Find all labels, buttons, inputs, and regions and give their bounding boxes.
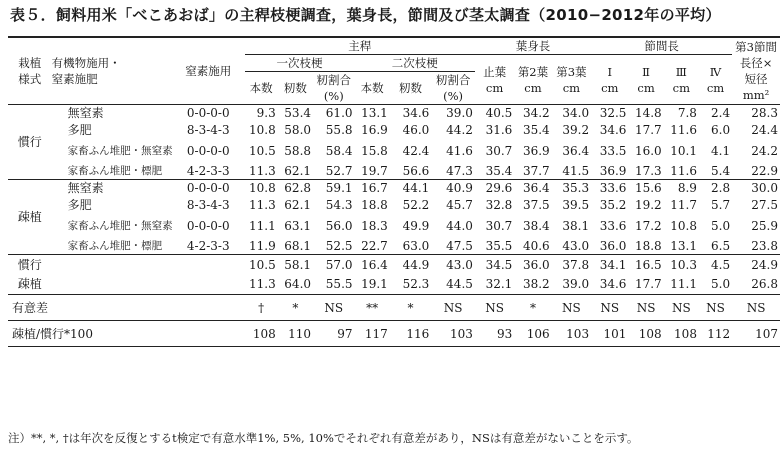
cell-value: 32.1 [485, 277, 513, 292]
cell-value: 9.3 [256, 106, 276, 120]
significance-mark: NS [671, 300, 691, 315]
cell-value: 30.7 [485, 219, 513, 233]
cell-value: 35.2 [599, 198, 627, 212]
cell-value: 47.5 [446, 239, 473, 253]
significance-mark: NS [600, 300, 620, 315]
ratio-value: 110 [288, 326, 312, 341]
cell-value: 17.3 [634, 164, 662, 178]
cell-value: 58.4 [325, 144, 353, 158]
col-primary-branch: 一次枝梗 [245, 55, 355, 72]
cell-value: 36.4 [522, 181, 550, 195]
nitrogen-value: 8-3-4-3 [186, 198, 230, 212]
cell-value: 39.0 [562, 277, 590, 292]
cell-value: 24.4 [751, 123, 778, 137]
significance-label: 有意差 [12, 300, 49, 315]
cell-value: 16.0 [634, 144, 662, 158]
treatment-label: 多肥 [67, 123, 92, 137]
col-main-culm: 主稈 [245, 37, 475, 55]
nitrogen-value: 4-2-3-3 [186, 239, 230, 253]
cell-value: 16.7 [361, 181, 388, 195]
cell-value: 11.7 [670, 198, 697, 212]
cell-value: 61.0 [325, 106, 353, 120]
cell-value: 44.5 [446, 277, 473, 292]
significance-mark: * [292, 300, 299, 315]
col-ratio-1: 籾割合 (%) [316, 73, 352, 103]
col-stem: 第3節間 長径× 短径 mm² [735, 40, 777, 102]
significance-mark: NS [746, 300, 766, 315]
cell-value: 38.4 [522, 219, 550, 233]
cell-value: 15.6 [634, 181, 662, 195]
cell-value: 11.9 [249, 239, 276, 253]
col-third-leaf: 第3葉 cm [556, 64, 587, 95]
cell-value: 10.8 [249, 123, 276, 137]
cell-value: 52.5 [325, 239, 353, 253]
cell-value: 35.5 [485, 239, 513, 253]
cell-value: 10.3 [670, 257, 697, 272]
cell-value: 19.7 [361, 164, 388, 178]
cell-value: 10.5 [249, 257, 276, 272]
cell-value: 56.6 [402, 164, 430, 178]
cell-value: 33.6 [599, 219, 627, 233]
col-count-1: 本数 [249, 81, 273, 95]
cell-value: 64.0 [284, 277, 312, 292]
cell-value: 10.8 [670, 219, 697, 233]
cell-value: 34.2 [522, 106, 550, 120]
cell-value: 59.1 [325, 181, 353, 195]
nitrogen-value: 0-0-0-0 [186, 181, 230, 195]
cell-value: 47.3 [446, 164, 473, 178]
cell-value: 14.8 [634, 106, 662, 120]
cell-value: 25.9 [751, 219, 778, 233]
ratio-value: 101 [603, 326, 627, 341]
nitrogen-value: 0-0-0-0 [186, 106, 230, 120]
cell-value: 33.5 [599, 144, 627, 158]
cell-value: 16.9 [361, 123, 388, 137]
mean-label: 慣行 [17, 257, 42, 272]
table-row [8, 121, 780, 139]
treatment-label: 家畜ふん堆肥・標肥 [67, 240, 163, 252]
nitrogen-value: 0-0-0-0 [186, 219, 230, 233]
cell-value: 55.8 [325, 123, 353, 137]
table-row [8, 163, 780, 180]
cell-value: 44.0 [446, 219, 473, 233]
treatment-label: 家畜ふん堆肥・標肥 [67, 165, 163, 177]
table-title: 表５．飼料用米「べこあおば」の主稈枝梗調査，葉身長，節間及び茎太調査（2010−2012年の平均） [10, 6, 721, 24]
cell-value: 4.1 [711, 144, 731, 158]
cell-value: 7.8 [677, 106, 697, 120]
cell-value: 44.9 [402, 257, 430, 272]
cell-value: 58.1 [284, 257, 312, 272]
cell-value: 27.5 [751, 198, 778, 212]
cell-value: 39.0 [446, 106, 473, 120]
cell-value: 35.4 [522, 123, 550, 137]
cell-value: 39.5 [562, 198, 590, 212]
ratio-value: 107 [755, 326, 778, 341]
cell-value: 11.3 [249, 164, 276, 178]
significance-mark: * [407, 300, 414, 315]
table-row [8, 196, 780, 214]
col-organic: 有機物施用・ 窒素施肥 [51, 56, 121, 86]
mean-row [8, 275, 780, 295]
cell-value: 37.7 [522, 164, 550, 178]
cell-value: 40.6 [522, 239, 550, 253]
col-leaf-length: 葉身長 [475, 37, 591, 55]
cell-value: 44.1 [402, 181, 430, 195]
treatment-label: 無窒素 [67, 106, 104, 120]
col-internode-2: Ⅱ cm [637, 64, 655, 95]
data-table [8, 36, 780, 347]
cell-value: 34.6 [402, 106, 430, 120]
cell-value: 36.0 [599, 239, 627, 253]
cell-value: 18.8 [361, 198, 388, 212]
cell-value: 18.3 [361, 219, 388, 233]
cell-value: 19.2 [634, 198, 662, 212]
significance-mark: NS [562, 300, 581, 315]
cell-value: 2.8 [711, 181, 731, 195]
cell-value: 40.5 [485, 106, 513, 120]
table-row [8, 238, 780, 255]
cell-value: 41.5 [562, 164, 590, 178]
ratio-value: 97 [337, 326, 353, 341]
cell-value: 36.4 [562, 144, 590, 158]
ratio-value: 116 [406, 326, 430, 341]
cell-value: 53.4 [284, 106, 312, 120]
significance-mark: NS [706, 300, 725, 315]
cell-value: 17.7 [634, 277, 662, 292]
significance-mark: NS [636, 300, 656, 315]
ratio-value: 108 [638, 326, 662, 341]
cell-value: 43.0 [562, 239, 590, 253]
table-row [8, 139, 780, 163]
group-label: 疎植 [17, 210, 42, 224]
cell-value: 13.1 [670, 239, 697, 253]
cell-value: 34.5 [485, 257, 513, 272]
cell-value: 29.6 [485, 181, 513, 195]
significance-mark: NS [324, 300, 344, 315]
mean-label: 疎植 [17, 277, 42, 292]
cell-value: 40.9 [446, 181, 473, 195]
mean-row [8, 255, 780, 275]
cell-value: 5.4 [711, 164, 731, 178]
cell-value: 5.0 [711, 219, 731, 233]
significance-mark: † [258, 300, 265, 315]
significance-mark: NS [485, 300, 504, 315]
col-internode-3: Ⅲ cm [672, 64, 690, 95]
cell-value: 36.9 [522, 144, 550, 158]
cell-value: 11.6 [670, 164, 697, 178]
blank-cell [172, 275, 245, 295]
cell-value: 2.4 [711, 106, 731, 120]
blank-cell [52, 255, 172, 275]
cell-value: 43.0 [446, 257, 473, 272]
ratio-value: 93 [497, 326, 513, 341]
cell-value: 62.1 [284, 198, 312, 212]
cell-value: 22.9 [751, 164, 778, 178]
cell-value: 16.4 [361, 257, 388, 272]
cell-value: 34.6 [599, 123, 627, 137]
col-internode-4: Ⅳ cm [706, 64, 725, 95]
cell-value: 17.2 [634, 219, 662, 233]
significance-mark: ** [366, 300, 379, 315]
ratio-value: 112 [707, 326, 731, 341]
cell-value: 41.6 [446, 144, 473, 158]
nitrogen-value: 0-0-0-0 [186, 144, 230, 158]
cell-value: 34.6 [599, 277, 627, 292]
cell-value: 11.3 [249, 277, 276, 292]
table-row [8, 180, 780, 197]
cell-value: 62.1 [284, 164, 312, 178]
cell-value: 10.5 [249, 144, 276, 158]
cell-value: 36.9 [599, 164, 627, 178]
ratio-value: 108 [252, 326, 276, 341]
cell-value: 11.3 [249, 198, 276, 212]
significance-row [8, 295, 780, 321]
col-ratio-2: 籾割合 (%) [435, 73, 471, 103]
cell-value: 49.9 [402, 219, 430, 233]
cell-value: 17.7 [634, 123, 662, 137]
col-grains-2: 籾数 [399, 81, 423, 95]
cell-value: 33.6 [599, 181, 627, 195]
cell-value: 63.0 [402, 239, 430, 253]
cell-value: 63.1 [284, 219, 312, 233]
treatment-label: 家畜ふん堆肥・無窒素 [67, 145, 173, 157]
cell-value: 10.1 [670, 144, 697, 158]
ratio-value: 117 [364, 326, 388, 341]
group-label: 慣行 [17, 135, 42, 149]
col-internode-1: Ⅰ cm [601, 64, 619, 95]
cell-value: 6.5 [711, 239, 731, 253]
cell-value: 11.1 [670, 277, 697, 292]
cell-value: 34.1 [599, 257, 627, 272]
ratio-row [8, 321, 780, 347]
cell-value: 24.9 [751, 257, 778, 272]
cell-value: 10.8 [249, 181, 276, 195]
ratio-value: 108 [674, 326, 697, 341]
footnote: 注）**, *, †は年次を反復とするt検定で有意水準1%, 5%, 10%でそれぞれ有意差があり，NSは有意差がないことを示す。 [8, 431, 639, 445]
cell-value: 37.5 [522, 198, 550, 212]
cell-value: 39.2 [562, 123, 590, 137]
col-count-2: 本数 [360, 81, 384, 95]
cell-value: 24.2 [751, 144, 778, 158]
nitrogen-value: 4-2-3-3 [186, 164, 230, 178]
cell-value: 44.2 [446, 123, 473, 137]
blank-cell [52, 275, 172, 295]
cell-value: 34.0 [562, 106, 590, 120]
table-row [8, 105, 780, 122]
cell-value: 8.9 [677, 181, 697, 195]
cell-value: 5.7 [711, 198, 731, 212]
cell-value: 31.6 [485, 123, 513, 137]
ratio-value: 103 [449, 326, 473, 341]
cell-value: 11.1 [249, 219, 276, 233]
treatment-label: 無窒素 [67, 181, 104, 195]
cell-value: 42.4 [402, 144, 430, 158]
cell-value: 4.5 [711, 257, 731, 272]
col-cultivation: 栽植 様式 [18, 56, 42, 86]
cell-value: 32.8 [485, 198, 513, 212]
cell-value: 19.1 [361, 277, 388, 292]
cell-value: 6.0 [711, 123, 731, 137]
significance-mark: * [529, 300, 536, 315]
cell-value: 68.1 [284, 239, 312, 253]
cell-value: 38.2 [522, 277, 550, 292]
cell-value: 15.8 [361, 144, 388, 158]
col-secondary-branch: 二次枝梗 [355, 55, 475, 72]
cell-value: 18.8 [634, 239, 662, 253]
cell-value: 52.3 [402, 277, 430, 292]
cell-value: 38.1 [562, 219, 590, 233]
cell-value: 30.0 [751, 181, 778, 195]
cell-value: 23.8 [751, 239, 778, 253]
col-grains-1: 籾数 [283, 81, 307, 95]
cell-value: 11.6 [670, 123, 697, 137]
cell-value: 45.7 [446, 198, 473, 212]
cell-value: 37.8 [562, 257, 590, 272]
cell-value: 36.0 [522, 257, 550, 272]
cell-value: 5.0 [711, 277, 731, 292]
ratio-label: 疎植/慣行*100 [12, 326, 93, 341]
cell-value: 58.0 [284, 123, 312, 137]
cell-value: 30.7 [485, 144, 513, 158]
cell-value: 55.5 [325, 277, 353, 292]
cell-value: 26.8 [751, 277, 778, 292]
cell-value: 52.7 [325, 164, 353, 178]
cell-value: 32.5 [599, 106, 627, 120]
cell-value: 46.0 [402, 123, 430, 137]
treatment-label: 家畜ふん堆肥・無窒素 [67, 220, 173, 232]
cell-value: 28.3 [751, 106, 778, 120]
cell-value: 35.3 [562, 181, 590, 195]
nitrogen-value: 8-3-4-3 [186, 123, 230, 137]
table-row [8, 214, 780, 238]
col-flag-leaf: 止葉 cm [483, 64, 507, 95]
col-internode: 節間長 [591, 37, 732, 55]
cell-value: 13.1 [361, 106, 388, 120]
cell-value: 16.5 [634, 257, 662, 272]
cell-value: 52.2 [402, 198, 430, 212]
cell-value: 62.8 [284, 181, 312, 195]
cell-value: 57.0 [325, 257, 353, 272]
treatment-label: 多肥 [67, 198, 92, 212]
ratio-value: 103 [566, 326, 590, 341]
cell-value: 56.0 [325, 219, 353, 233]
cell-value: 54.3 [325, 198, 353, 212]
col-second-leaf: 第2葉 cm [517, 64, 549, 95]
cell-value: 58.8 [284, 144, 312, 158]
ratio-value: 106 [526, 326, 550, 341]
blank-cell [172, 255, 245, 275]
cell-value: 22.7 [361, 239, 388, 253]
col-nitrogen: 窒素施用 [185, 64, 232, 78]
cell-value: 35.4 [485, 164, 513, 178]
significance-mark: NS [443, 300, 463, 315]
